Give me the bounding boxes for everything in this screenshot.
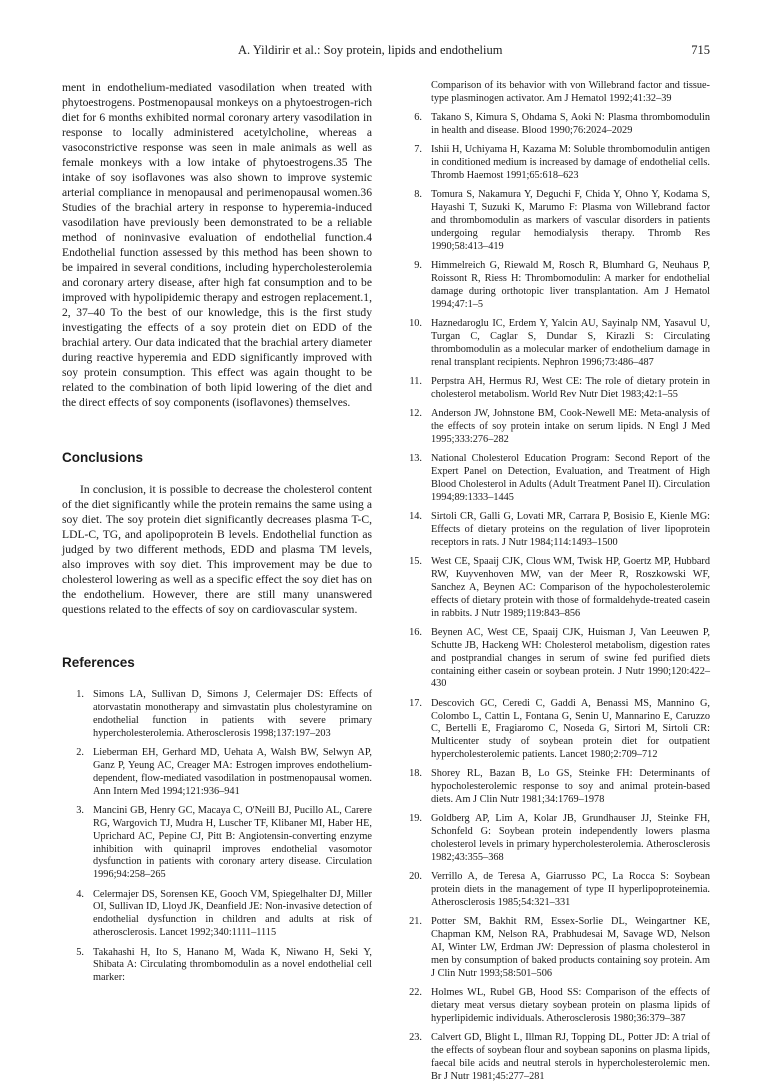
reference-item: 14. Sirtoli CR, Galli G, Lovati MR, Carrara P, Bosisio E, Kienle MG: Effects of dietary proteins on the regulation of liver lipoprotein receptors in rats. J Nutr 1984;114:1493–1500 xyxy=(409,510,710,548)
reference-item: 17. Descovich GC, Ceredi C, Gaddi A, Benassi MS, Mannino G, Colombo L, Cattin L, Fontana G, Senin U, Mannarino E, Caruzzo C, Bertelli E, Fragiaromo C, Noseda G, Sirtori M, Sirtoli CR: Multicenter study of soybean protein diet for outpatient hypercholesterolemic patients. Lancet 1980;2:709–712 xyxy=(409,697,710,761)
reference-item: 5. Takahashi H, Ito S, Hanano M, Wada K, Niwano H, Seki Y, Shibata A: Circulating thrombomodulin as a novel endothelial cell marker: xyxy=(76,946,372,984)
reference-item: 3. Mancini GB, Henry GC, Macaya C, O'Neill BJ, Pucillo AL, Carere RG, Wargovich TJ, Mudra H, Luscher TF, Klibaner MI, Haber HE, Uprichard AC, Pepine CJ, Pitt B: Angiotensin-converting enzyme inhibition with quinapril improves endothelial vasomotor dysfunction in patients with coronary artery disease. Circulation 1996;94:258–265 xyxy=(76,804,372,881)
reference-item: 20. Verrillo A, de Teresa A, Giarrusso PC, La Rocca S: Soybean protein diets in the management of type II hyperlipoproteinemia. Atherosclerosis 1985;54:321–331 xyxy=(409,871,710,909)
right-column xyxy=(400,80,710,1090)
reference-item: 18. Shorey RL, Bazan B, Lo GS, Steinke FH: Determinants of hypocholesterolemic response to soy and animal protein-based diets. Am J Clin Nutr 1981;34:1769–1978 xyxy=(409,768,710,806)
reference-item: 4. Celermajer DS, Sorensen KE, Gooch VM, Spiegelhalter DJ, Miller OI, Sullivan ID, Lloyd JK, Deanfield JE: Non-invasive detection of endothelial dysfunction in children and adults at risk of atherosclerosis. Lancet 1992;340:1111–1115 xyxy=(76,888,372,939)
reference-item: 15. West CE, Spaaij CJK, Clous WM, Twisk HP, Goertz MP, Hubbard RW, Kuyvenhoven MW, van der Meer R, Roszkowski WF, Sanchez A, Beynen AC: Comparison of the hypocholesterolemic effects of dietary protein with those of formaldehyde-treated casein in rabbits. J Nutr 1989;119:843–856 xyxy=(409,555,710,619)
discussion-paragraph: ment in endothelium-mediated vasodilation when treated with phytoestrogens. Postmenopausal monkeys on a phytoestrogen-rich diet for 6 months exhibited normal coronary artery vasodilation in response to locally administered acetylcholine, whereas a vasoconstrictive response was seen in male animals as well as female monkeys with a low intake of phytoestrogens.35 The intake of soy isoflavones was also shown to improve systemic arterial compliance in menopausal and perimenopausal women.36 Studies of the brachial artery in response to hyperemia-induced vasodilation have previously been demonstrated to be a reliable method of noninvasive evaluation of endothelial function.4 Endothelial function assessed by this method has been shown to be impaired in several conditions, including hypercholesterolemia and coronary artery disease, after high fat consumption and to be improved with hypolipidemic therapy and estrogen replacement.1, 2, 37–40 To the best of our knowledge, this is the first study investigating the effects of a soy protein diet on EDD of the brachial artery. Our data indicated that the brachial artery diameter during reactive hyperemia and EDD significantly improved with soy protein consumption. This effect was again thought to be related to the combination of both lipid lowering of the diet and the direct effects of soy components (isoflavones) themselves. xyxy=(62,81,372,409)
left-column xyxy=(62,80,372,992)
reference-item: 11. Perpstra AH, Hermus RJ, West CE: The role of dietary protein in cholesterol metabolism. World Rev Nutr Diet 1983;42:1–55 xyxy=(409,375,710,400)
reference-item: 9. Himmelreich G, Riewald M, Rosch R, Blumhard G, Neuhaus P, Roissont R, Riess H: Thrombomodulin: A marker for endothelial damage during orthotopic liver transplantation. Am J Hematol 1994;47:1–5 xyxy=(414,260,710,310)
reference-item: 6. Takano S, Kimura S, Ohdama S, Aoki N: Plasma thrombomodulin in health and disease. Blood 1990;76:2024–2029 xyxy=(414,112,710,137)
reference-item: 13. National Cholesterol Education Program: Second Report of the Expert Panel on Detection, Evaluation, and Treatment of High Blood Cholesterol in Adults (Adult Treatment Panel II). Circulation 1994;89:1333–1445 xyxy=(409,453,710,503)
reference-continuation: Comparison of its behavior with von Willebrand factor and tissue-type plasminogen activator. Am J Hematol 1992;41:32–39 xyxy=(431,80,710,104)
reference-item: 1. Simons LA, Sullivan D, Simons J, Celermajer DS: Effects of atorvastatin monotherapy and simvastatin plus cholestyramine on endothelial function in patients with severe primary hypercholesterolemia. Atherosclerosis 1998;137:197–203 xyxy=(76,689,372,739)
running-header xyxy=(62,43,710,61)
running-title: A. Yildirir et al.: Soy protein, lipids and endothelium xyxy=(238,43,503,57)
reference-item: 12. Anderson JW, Johnstone BM, Cook-Newell ME: Meta-analysis of the effects of soy protein intake on serum lipids. N Engl J Med 1995;333:276–282 xyxy=(409,408,710,445)
reference-item: 19. Goldberg AP, Lim A, Kolar JB, Grundhauser JJ, Steinke FH, Schonfeld G: Soybean protein independently lowers plasma cholesterol levels in primary hypercholesterolemia. Atherosclerosis 1982;43:355–368 xyxy=(409,813,710,864)
reference-item: 7. Ishii H, Uchiyama H, Kazama M: Soluble thrombomodulin antigen in conditioned medium is increased by damage of endothelial cells. Thromb Haemost 1991;65:618–623 xyxy=(414,144,710,182)
reference-list-left xyxy=(70,689,372,985)
reference-item: 21. Potter SM, Bakhit RM, Essex-Sorlie DL, Weingartner KE, Chapman KM, Nelson RA, Prabhudesai M, Savage WD, Nelson AI, Winter LW, Erdman JW: Depression of plasma cholesterol in men by consumption of baked products containing soy protein. Am J Clin Nutr 1993;58:501–506 xyxy=(409,916,710,980)
conclusions-text: In conclusion, it is possible to decrease the cholesterol content of the diet significantly while the protein remains the same using a soy diet. The soy protein diet significantly decreases plasma T-C, LDL-C, TG, and apolipoprotein B levels. Endothelial function as judged by two different methods, EDD and plasma TM levels, also improves with soy diet. This improvement may be due to cholesterol lowering as well as a specific effect the soy diet has on the endothelium. However, there are still many unanswered questions related to the effects of soy on cardiovascular system. xyxy=(62,483,372,616)
page-number: 715 xyxy=(691,43,710,57)
references-heading: References xyxy=(62,655,135,670)
conclusions-heading: Conclusions xyxy=(62,450,144,465)
reference-item: 16. Beynen AC, West CE, Spaaij CJK, Huisman J, Van Leeuwen P, Schutte JB, Hackeng WH: Cholesterol metabolism, digestion rates and postprandial changes in serum of swine fed purified diets containing either casein or soybean protein. J Nutr 1990;120:422–430 xyxy=(409,626,710,690)
reference-item: 8. Tomura S, Nakamura Y, Deguchi F, Chida Y, Ohno Y, Kodama S, Hayashi T, Suzuki K, Marumo F: Plasma von Willebrand factor and thrombomodulin as markers of vascular disorders in patients undergoing regular hemodialysis therapy. Thromb Res 1990;58:413–419 xyxy=(414,189,710,252)
reference-item: 22. Holmes WL, Rubel GB, Hood SS: Comparison of the effects of dietary meat versus dietary soybean protein on plasma lipids of hyperlipidemic individuals. Atherosclerosis 1980;36:379–387 xyxy=(409,987,710,1025)
reference-item: 10. Haznedaroglu IC, Erdem Y, Yalcin AU, Sayinalp NM, Yasavul U, Turgan C, Caglar S, Dundar S, Kirazli S: Circulating thrombomodulin as a molecular marker of endothelium damage in renal transplant recipients. Nephron 1996;73:486–487 xyxy=(409,317,710,368)
reference-item: 2. Lieberman EH, Gerhard MD, Uehata A, Walsh BW, Selwyn AP, Ganz P, Yeung AC, Creager MA: Estrogen improves endothelium-dependent, flow-mediated vasodilation in postmenopausal women. Ann Intern Med 1994;121:936–941 xyxy=(76,746,372,797)
reference-item: 23. Calvert GD, Blight L, Illman RJ, Topping DL, Potter JD: A trial of the effects of soybean flour and soybean saponins on plasma lipids, faecal bile acids and neutral sterols in hypercholesterolemic men. Br J Nutr 1981;45:277–281 xyxy=(409,1032,710,1082)
